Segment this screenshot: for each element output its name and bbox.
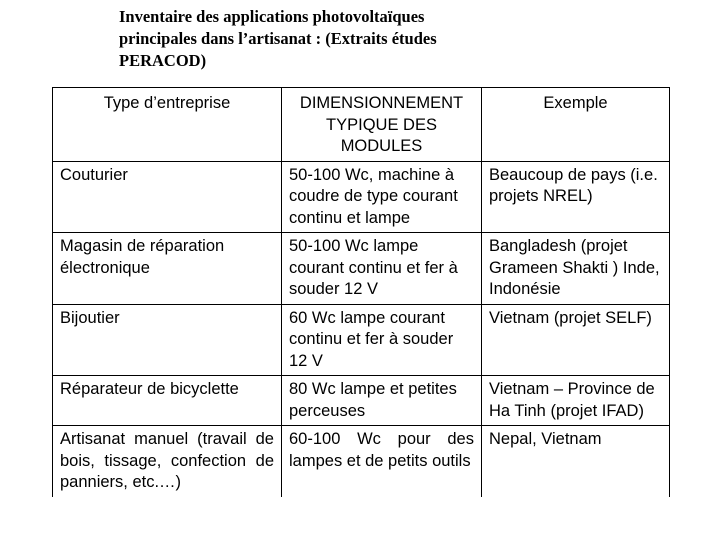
cell-example: Vietnam (projet SELF) xyxy=(482,304,670,376)
cell-type: Réparateur de bicyclette xyxy=(53,376,282,426)
header-example: Exemple xyxy=(482,88,670,162)
header-type: Type d’entreprise xyxy=(53,88,282,162)
table-row xyxy=(53,376,670,426)
document-title xyxy=(119,6,539,72)
cell-type: Artisanat manuel (travail de bois, tissage, confection de panniers, etc.…) xyxy=(53,426,282,497)
cell-example: Beaucoup de pays (i.e. projets NREL) xyxy=(482,161,670,233)
title-line-2: principales dans l’artisanat : (Extraits études xyxy=(119,29,437,48)
cell-sizing: 50-100 Wc, machine à coudre de type courant continu et lampe xyxy=(282,161,482,233)
table-row xyxy=(53,161,670,233)
table-row xyxy=(53,304,670,376)
cell-example: Vietnam – Province de Ha Tinh (projet IFAD) xyxy=(482,376,670,426)
cell-type: Magasin de réparation électronique xyxy=(53,233,282,305)
applications-table xyxy=(52,87,670,497)
cell-sizing: 50-100 Wc lampe courant continu et fer à souder 12 V xyxy=(282,233,482,305)
table-row xyxy=(53,426,670,497)
cell-example: Nepal, Vietnam xyxy=(482,426,670,497)
cell-type: Bijoutier xyxy=(53,304,282,376)
title-line-3: PERACOD) xyxy=(119,51,207,70)
table-header-row xyxy=(53,88,670,162)
cell-example: Bangladesh (projet Grameen Shakti ) Inde, Indonésie xyxy=(482,233,670,305)
header-sizing: DIMENSIONNEMENT TYPIQUE DES MODULES xyxy=(282,88,482,162)
cell-type: Couturier xyxy=(53,161,282,233)
title-line-1: Inventaire des applications photovoltaïques xyxy=(119,7,425,26)
cell-sizing: 80 Wc lampe et petites perceuses xyxy=(282,376,482,426)
cell-sizing: 60 Wc lampe courant continu et fer à souder 12 V xyxy=(282,304,482,376)
cell-sizing: 60-100 Wc pour des lampes et de petits outils xyxy=(282,426,482,497)
table-row xyxy=(53,233,670,305)
